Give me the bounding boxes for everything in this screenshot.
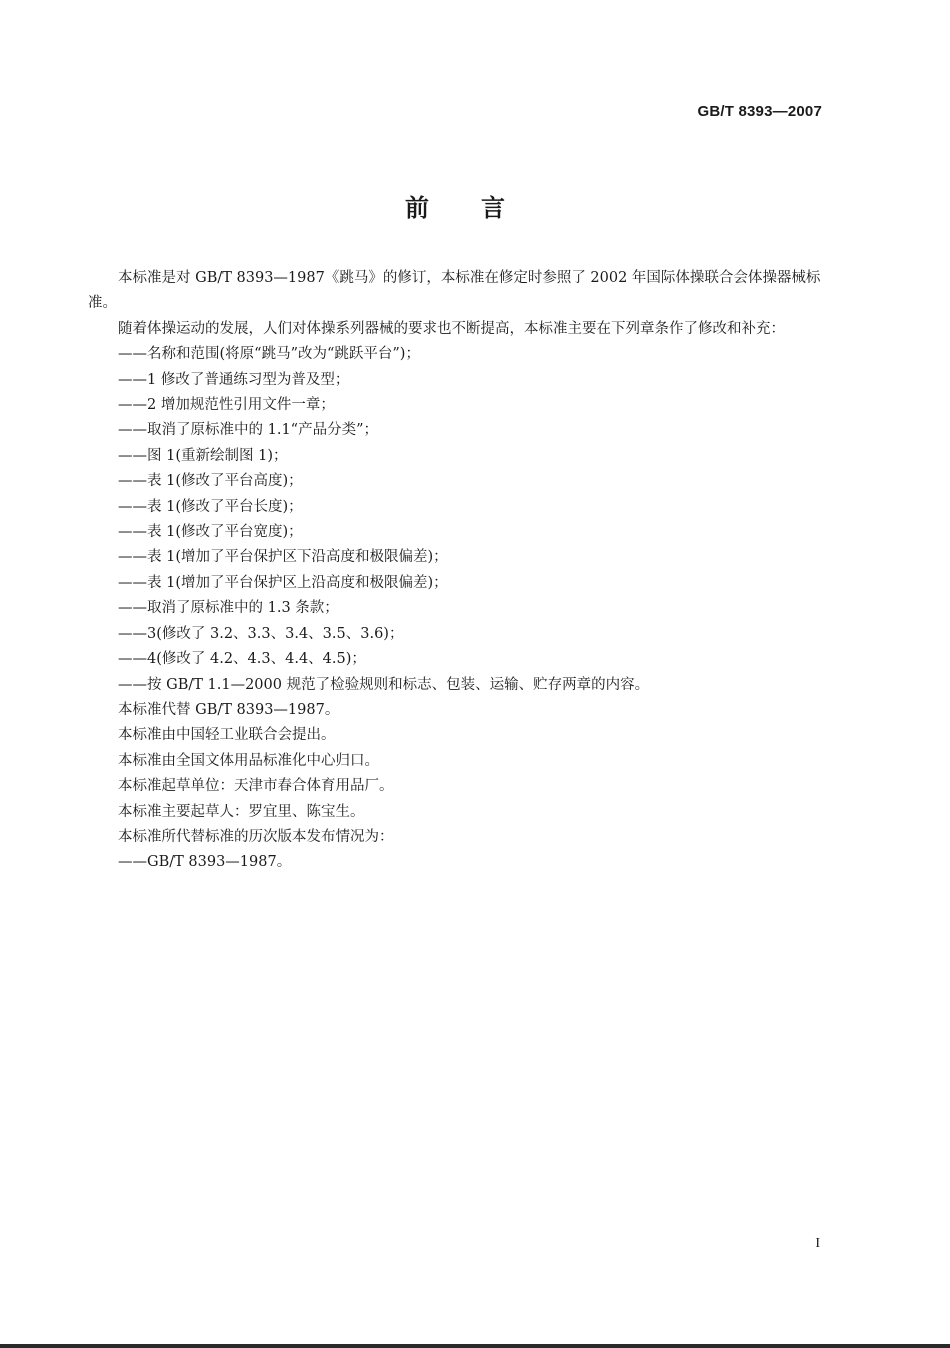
standard-code: GB/T 8393—2007 [697, 103, 822, 120]
intro-paragraph: 随着体操运动的发展，人们对体操系列器械的要求也不断提高，本标准主要在下列章条作了修改和补充： [118, 320, 785, 337]
list-item: ——表 1(增加了平台保护区下沿高度和极限偏差)； [118, 549, 448, 566]
list-item: ——4(修改了 4.2、4.3、4.4、4.5)； [118, 651, 366, 668]
intro-paragraph: 本标准是对 GB/T 8393—1987《跳马》的修订，本标准在修定时参照了 2002 年国际体操联合会体操器械标准。 [88, 270, 821, 312]
page-title: 前言 [405, 194, 557, 222]
list-item: ——图 1(重新绘制图 1)； [118, 447, 288, 464]
list-item: ——取消了原标准中的 1.3 条款； [118, 600, 339, 617]
list-item: ——表 1(修改了平台高度)； [118, 473, 303, 490]
list-item: ——按 GB/T 1.1—2000 规范了检验规则和标志、包装、运输、贮存两章的内容。 [118, 676, 650, 693]
scan-edge-divider [0, 1344, 950, 1348]
outro-paragraph: 本标准代替 GB/T 8393—1987。 [118, 701, 340, 718]
outro-paragraph: 本标准由中国轻工业联合会提出。 [118, 727, 336, 744]
outro-paragraph: 本标准起草单位：天津市春合体育用品厂。 [118, 778, 394, 795]
list-item: ——取消了原标准中的 1.1“产品分类”； [118, 422, 378, 439]
list-item: ——3(修改了 3.2、3.3、3.4、3.5、3.6)； [118, 625, 404, 642]
list-item: ——1 修改了普通练习型为普及型； [118, 371, 350, 388]
outro-paragraph: 本标准由全国文体用品标准化中心归口。 [118, 752, 379, 769]
outro-paragraph: 本标准所代替标准的历次版本发布情况为： [118, 828, 394, 845]
history-item: ——GB/T 8393—1987。 [118, 854, 292, 871]
outro-paragraph: 本标准主要起草人：罗宜里、陈宝生。 [118, 803, 365, 820]
list-item: ——表 1(修改了平台宽度)； [118, 524, 303, 541]
list-item: ——名称和范围(将原“跳马”改为“跳跃平台”)； [118, 346, 420, 363]
page-number: I [815, 1236, 820, 1251]
change-list [88, 342, 830, 698]
document-body [88, 266, 830, 876]
list-item: ——表 1(增加了平台保护区上沿高度和极限偏差)； [118, 574, 448, 591]
list-item: ——2 增加规范性引用文件一章； [118, 397, 335, 414]
list-item: ——表 1(修改了平台长度)； [118, 498, 303, 515]
